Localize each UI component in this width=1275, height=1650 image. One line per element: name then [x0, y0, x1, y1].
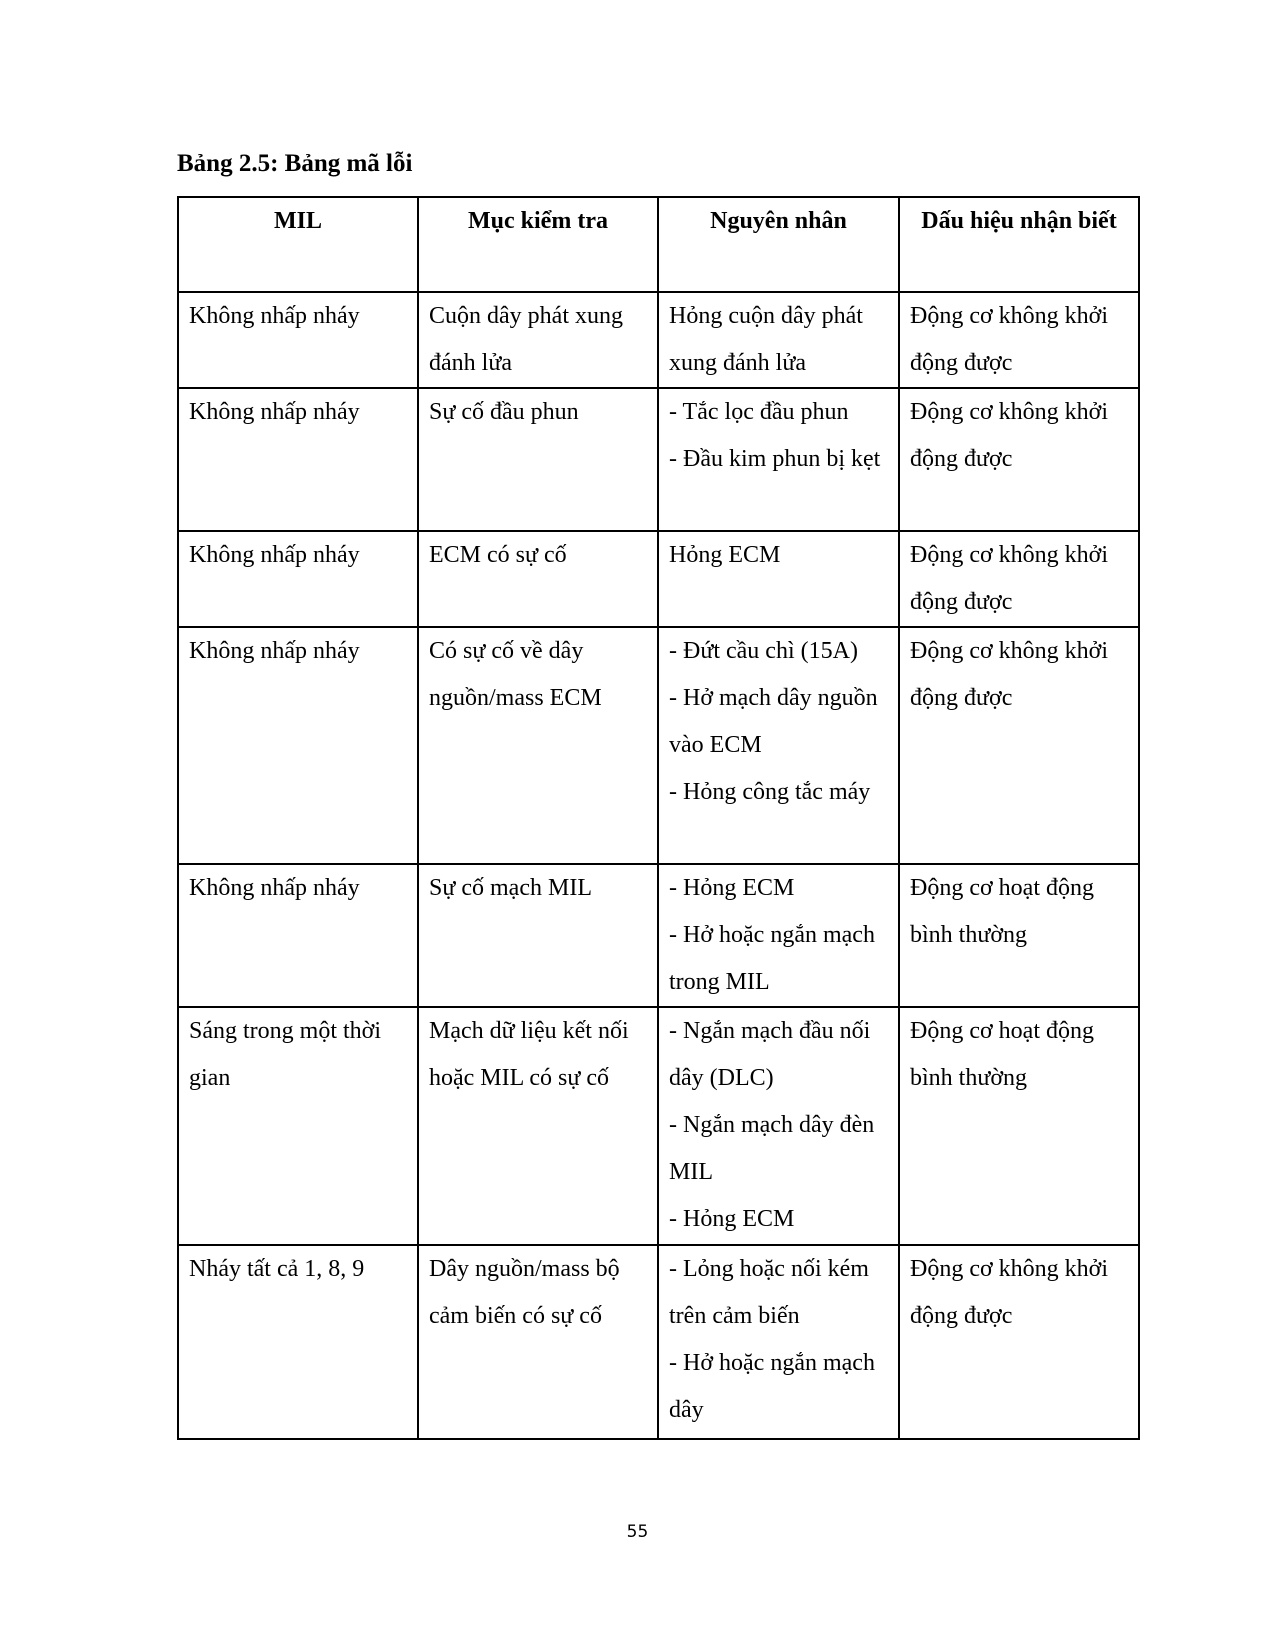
cause-line: Hỏng cuộn dây phát xung đánh lửa [669, 303, 863, 376]
cause-line: - Hỏng công tắc máy [669, 779, 871, 805]
cell-cause [658, 388, 899, 531]
cause-line: - Lỏng hoặc nối kém trên cảm biến [669, 1256, 869, 1329]
cause-line: - Ngắn mạch đầu nối dây (DLC) [669, 1018, 871, 1091]
cell-symptom: Động cơ không khởi động được [899, 388, 1139, 531]
header-cause: Nguyên nhân [658, 197, 899, 292]
cell-cause [658, 292, 899, 388]
cell-symptom: Động cơ không khởi động được [899, 531, 1139, 627]
cause-line: - Ngắn mạch dây đèn MIL [669, 1112, 875, 1185]
cell-mil: Không nhấp nháy [178, 864, 418, 1007]
cell-mil: Không nhấp nháy [178, 531, 418, 627]
cause-line: - Đầu kim phun bị kẹt [669, 446, 881, 472]
table-row [178, 864, 1139, 1007]
header-check-item: Mục kiểm tra [418, 197, 658, 292]
cause-line: Hỏng ECM [669, 542, 781, 568]
cell-cause [658, 864, 899, 1007]
cell-check-item: Dây nguồn/mass bộ cảm biến có sự cố [418, 1245, 658, 1439]
table-row [178, 531, 1139, 627]
cell-mil: Không nhấp nháy [178, 292, 418, 388]
table-row [178, 1245, 1139, 1439]
cell-check-item: Mạch dữ liệu kết nối hoặc MIL có sự cố [418, 1007, 658, 1245]
cell-symptom: Động cơ không khởi động được [899, 292, 1139, 388]
cell-check-item: Sự cố mạch MIL [418, 864, 658, 1007]
cell-check-item: Cuộn dây phát xung đánh lửa [418, 292, 658, 388]
cell-symptom: Động cơ hoạt động bình thường [899, 1007, 1139, 1245]
error-code-table [177, 196, 1140, 1440]
cause-line: - Hở hoặc ngắn mạch trong MIL [669, 922, 875, 995]
cell-symptom: Động cơ hoạt động bình thường [899, 864, 1139, 1007]
cause-line: - Đứt cầu chì (15A) [669, 638, 858, 664]
cell-mil: Nháy tất cả 1, 8, 9 [178, 1245, 418, 1439]
cell-cause [658, 531, 899, 627]
cause-line: - Hở mạch dây nguồn vào ECM [669, 685, 878, 758]
header-mil: MIL [178, 197, 418, 292]
cell-cause [658, 627, 899, 864]
table-caption: Bảng 2.5: Bảng mã lỗi [177, 150, 413, 177]
cell-mil: Sáng trong một thời gian [178, 1007, 418, 1245]
cause-line: - Hở hoặc ngắn mạch dây [669, 1350, 875, 1423]
cell-cause [658, 1007, 899, 1245]
table-row [178, 388, 1139, 531]
cause-line: - Hỏng ECM [669, 1206, 795, 1232]
cause-line: - Hỏng ECM [669, 875, 795, 901]
cause-line: - Tắc lọc đầu phun [669, 399, 849, 425]
cell-check-item: ECM có sự cố [418, 531, 658, 627]
header-symptom: Dấu hiệu nhận biết [899, 197, 1139, 292]
cell-symptom: Động cơ không khởi động được [899, 627, 1139, 864]
table-row [178, 627, 1139, 864]
cell-check-item: Có sự cố về dây nguồn/mass ECM [418, 627, 658, 864]
cell-mil: Không nhấp nháy [178, 388, 418, 531]
cell-symptom: Động cơ không khởi động được [899, 1245, 1139, 1439]
table-row [178, 292, 1139, 388]
page-number: 55 [626, 1522, 649, 1542]
table-header-row [178, 197, 1139, 292]
cell-mil: Không nhấp nháy [178, 627, 418, 864]
table-row [178, 1007, 1139, 1245]
cell-cause [658, 1245, 899, 1439]
cell-check-item: Sự cố đầu phun [418, 388, 658, 531]
